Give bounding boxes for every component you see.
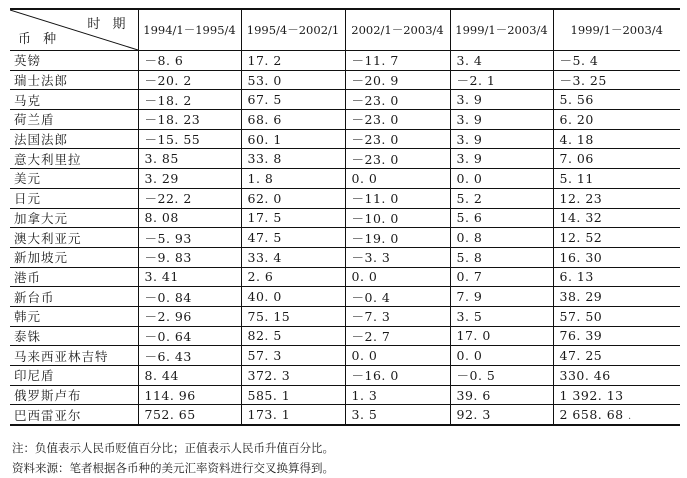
value-cell: 17. 5 [241,208,345,228]
value-cell: 39. 6 [450,385,553,405]
table-notes [10,438,680,478]
value-cell: 5. 6 [450,208,553,228]
value-cell: 2 658. 68 [553,405,680,425]
value-cell: 7. 9 [450,287,553,307]
currency-name-cell: 英镑 [10,51,138,71]
value-cell: 0. 0 [345,267,450,287]
period-header: 1995/4－2002/1 [241,9,345,51]
value-cell: －23. 0 [345,90,450,110]
document-page [10,8,680,478]
value-cell: 62. 0 [241,188,345,208]
source-line: 资料来源：笔者根据各币种的美元汇率资料进行交叉换算得到。 [12,461,334,476]
value-cell: 6. 13 [553,267,680,287]
value-cell: －3. 3 [345,247,450,267]
value-cell: －10. 0 [345,208,450,228]
value-cell: 3. 4 [450,51,553,71]
value-cell: 8. 44 [138,366,241,386]
value-cell: 0. 7 [450,267,553,287]
value-cell: 1. 8 [241,169,345,189]
value-cell: 2. 6 [241,267,345,287]
value-cell: 752. 65 [138,405,241,425]
value-cell: －18. 23 [138,110,241,130]
currency-name-cell: 新加坡元 [10,247,138,267]
value-cell: 38. 29 [553,287,680,307]
value-cell: －20. 9 [345,70,450,90]
value-cell: －16. 0 [345,366,450,386]
table-row [10,51,680,71]
note-line: 注：负值表示人民币贬值百分比；正值表示人民币升值百分比。 [12,441,334,456]
value-cell: 75. 15 [241,306,345,326]
table-row [10,129,680,149]
value-cell: 76. 39 [553,326,680,346]
period-header: 2002/1－2003/4 [345,9,450,51]
exchange-rate-table [10,8,680,426]
value-cell: 5. 11 [553,169,680,189]
value-cell: 0. 0 [345,346,450,366]
currency-name-cell: 意大利里拉 [10,149,138,169]
corner-period-label: 时 期 [87,17,130,32]
value-cell: －7. 3 [345,306,450,326]
value-cell: 330. 46 [553,366,680,386]
value-cell: －18. 2 [138,90,241,110]
value-cell: －5. 93 [138,228,241,248]
value-cell: 5. 8 [450,247,553,267]
value-cell: －5. 4 [553,51,680,71]
value-cell: 7. 06 [553,149,680,169]
value-cell: 17. 2 [241,51,345,71]
value-cell: 5. 56 [553,90,680,110]
value-cell: 16. 30 [553,247,680,267]
value-cell: 12. 23 [553,188,680,208]
value-cell: －11. 0 [345,188,450,208]
value-cell: 114. 96 [138,385,241,405]
value-cell: 3. 29 [138,169,241,189]
value-cell: －6. 43 [138,346,241,366]
table-row [10,385,680,405]
table-row [10,188,680,208]
value-cell: 40. 0 [241,287,345,307]
value-cell: 53. 0 [241,70,345,90]
value-cell: 372. 3 [241,366,345,386]
currency-name-cell: 法国法郎 [10,129,138,149]
table-row [10,405,680,425]
value-cell: 33. 4 [241,247,345,267]
table-row [10,228,680,248]
table-row [10,306,680,326]
value-cell: 67. 5 [241,90,345,110]
currency-name-cell: 美元 [10,169,138,189]
value-cell: －2. 96 [138,306,241,326]
value-cell: 3. 41 [138,267,241,287]
value-cell: 173. 1 [241,405,345,425]
value-cell: 57. 50 [553,306,680,326]
table-row [10,267,680,287]
period-header: 1994/1－1995/4 [138,9,241,51]
currency-name-cell: 印尼盾 [10,366,138,386]
value-cell: 0. 0 [450,346,553,366]
currency-name-cell: 港币 [10,267,138,287]
currency-name-cell: 新台币 [10,287,138,307]
value-cell: 47. 5 [241,228,345,248]
value-cell: －11. 7 [345,51,450,71]
currency-name-cell: 瑞士法郎 [10,70,138,90]
value-cell: －0. 5 [450,366,553,386]
value-cell: 5. 2 [450,188,553,208]
value-cell: 47. 25 [553,346,680,366]
value-cell: 82. 5 [241,326,345,346]
value-cell: 1 392. 13 [553,385,680,405]
currency-name-cell: 澳大利亚元 [10,228,138,248]
value-cell: 14. 32 [553,208,680,228]
value-cell: 585. 1 [241,385,345,405]
value-cell: －0. 84 [138,287,241,307]
table-row [10,287,680,307]
period-header: 1999/1－2003/4 [450,9,553,51]
value-cell: 6. 20 [553,110,680,130]
value-cell: －2. 7 [345,326,450,346]
table-row [10,366,680,386]
table-row [10,110,680,130]
stray-mark: · [628,414,632,425]
value-cell: 3. 9 [450,149,553,169]
table-row [10,346,680,366]
value-cell: －22. 2 [138,188,241,208]
currency-name-cell: 马克 [10,90,138,110]
table-row [10,90,680,110]
value-cell: －23. 0 [345,129,450,149]
currency-name-cell: 韩元 [10,306,138,326]
currency-name-cell: 泰铢 [10,326,138,346]
currency-name-cell: 马来西亚林吉特 [10,346,138,366]
value-cell: 3. 9 [450,90,553,110]
value-cell: 3. 9 [450,110,553,130]
table-row [10,149,680,169]
value-cell: －3. 25 [553,70,680,90]
value-cell: 3. 5 [450,306,553,326]
value-cell: 0. 0 [450,169,553,189]
value-cell: 8. 08 [138,208,241,228]
value-cell: 92. 3 [450,405,553,425]
value-cell: －0. 4 [345,287,450,307]
table-row [10,208,680,228]
value-cell: 33. 8 [241,149,345,169]
value-cell: －0. 64 [138,326,241,346]
value-cell: 17. 0 [450,326,553,346]
value-cell: 0. 8 [450,228,553,248]
table-row [10,169,680,189]
value-cell: －23. 0 [345,110,450,130]
value-cell: 4. 18 [553,129,680,149]
value-cell: 12. 52 [553,228,680,248]
currency-name-cell: 加拿大元 [10,208,138,228]
value-cell: 57. 3 [241,346,345,366]
value-cell: 60. 1 [241,129,345,149]
table-body [10,51,680,426]
value-cell: －8. 6 [138,51,241,71]
currency-name-cell: 荷兰盾 [10,110,138,130]
value-cell: －20. 2 [138,70,241,90]
value-cell: 3. 85 [138,149,241,169]
corner-currency-label: 币 种 [18,32,61,47]
table-row [10,326,680,346]
currency-name-cell: 巴西雷亚尔 [10,405,138,425]
value-cell: －19. 0 [345,228,450,248]
value-cell: 3. 5 [345,405,450,425]
period-header: 1999/1－2003/4 [553,9,680,51]
value-cell: －2. 1 [450,70,553,90]
currency-name-cell: 俄罗斯卢布 [10,385,138,405]
value-cell: 68. 6 [241,110,345,130]
value-cell: 1. 3 [345,385,450,405]
value-cell: －15. 55 [138,129,241,149]
value-cell: 0. 0 [345,169,450,189]
value-cell: －9. 83 [138,247,241,267]
table-row [10,247,680,267]
table-row [10,70,680,90]
value-cell: 3. 9 [450,129,553,149]
corner-header-cell [10,9,138,51]
value-cell: －23. 0 [345,149,450,169]
currency-name-cell: 日元 [10,188,138,208]
header-row [10,9,680,51]
